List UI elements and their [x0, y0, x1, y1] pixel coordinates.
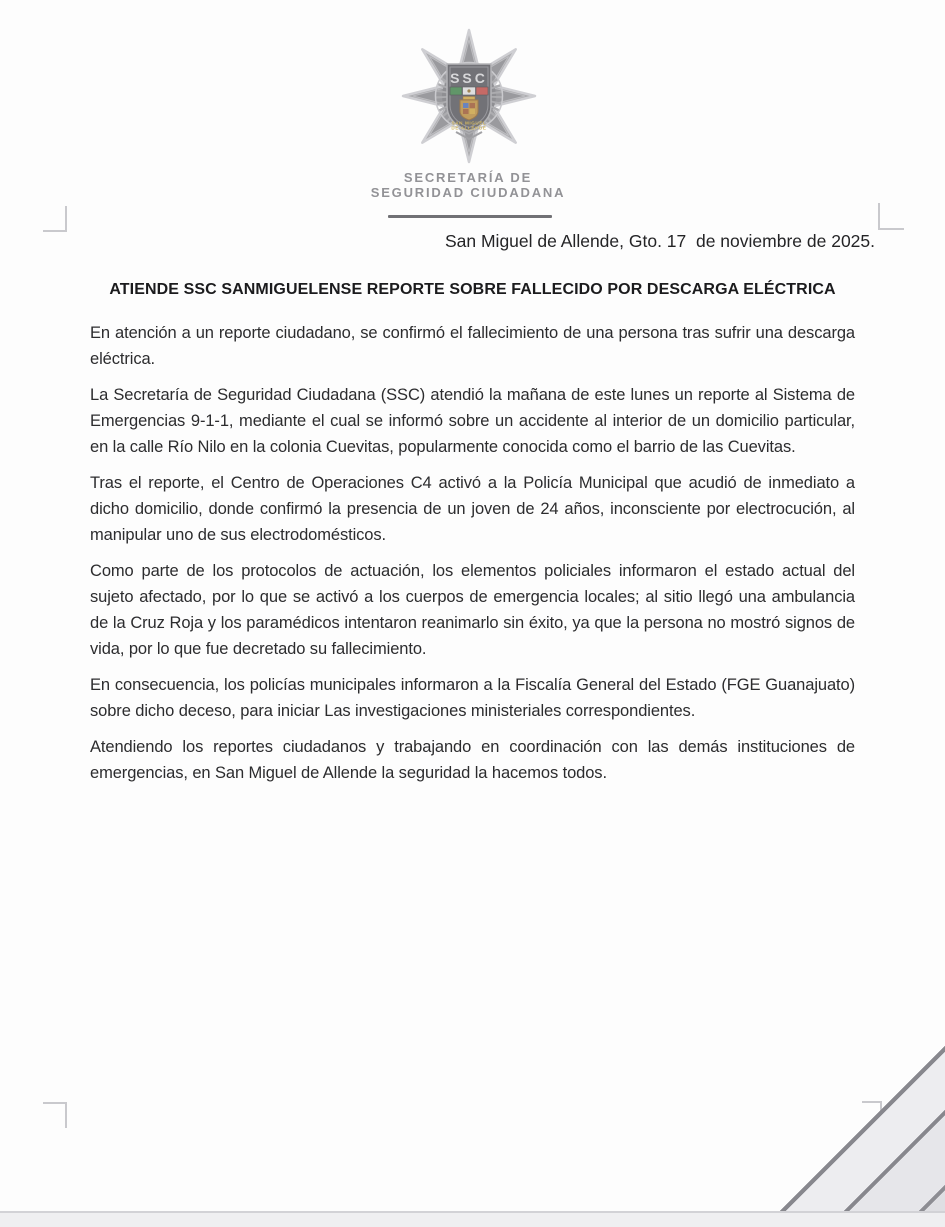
corner-mark-bottom-left [43, 1102, 67, 1128]
paragraph-1: En atención a un reporte ciudadano, se confirmó el fallecimiento de una persona tras sufrir una descarga eléctrica. [90, 324, 855, 368]
letterhead-org-name [318, 170, 618, 200]
corner-mark-top-left [43, 206, 67, 232]
paragraph-5: En consecuencia, los policías municipales informaron a la Fiscalía General del Estado (FGE Guanajuato) sobre dicho deceso, para iniciar Las investigaciones ministeriales correspondientes. [90, 676, 855, 720]
police-star-icon [394, 26, 544, 168]
ssc-badge-logo [394, 26, 544, 168]
dateline: San Miguel de Allende, Gto. 17 de noviembre de 2025. [444, 231, 875, 251]
badge-flag [450, 87, 488, 95]
paragraph-3: Tras el reporte, el Centro de Operaciones C4 activó a la Policía Municipal que acudió de inmediato a dicho domicilio, donde confirmó la presencia de un joven de 24 años, inconsciente por electrocución, al manipular uno de sus electrodomésticos. [90, 474, 855, 544]
paragraph-6: Atendiendo los reportes ciudadanos y trabajando en coordinación con las demás instituciones de emergencias, en San Miguel de Allende la seguridad la hacemos todos. [90, 738, 855, 782]
org-name-line2: SEGURIDAD CIUDADANA [370, 185, 566, 200]
badge-acronym: SSC [450, 70, 488, 86]
badge-city-line2: DE ALLENDE [451, 125, 487, 131]
headline: ATIENDE SSC SANMIGUELENSE REPORTE SOBRE FALLECIDO POR DESCARGA ELÉCTRICA [109, 281, 836, 298]
corner-mark-top-right [878, 203, 904, 230]
paragraph-4: Como parte de los protocolos de actuación, los elementos policiales informaron el estado actual del sujeto afectado, por lo que se activó a los cuerpos de emergencia locales; al sitio llegó una ambulancia de la Cruz Roja y los paramédicos intentaron reanimarlo sin éxito, ya que la persona no mostró signos de vida, por lo que fue decretado su fallecimiento. [90, 562, 855, 658]
badge-crest [460, 97, 478, 121]
badge-city-line1: SAN MIGUEL [451, 120, 487, 126]
org-name-line1: SECRETARÍA DE [403, 170, 533, 185]
press-release-body [90, 320, 855, 796]
letterhead-divider-rule [388, 215, 552, 218]
paragraph-2: La Secretaría de Seguridad Ciudadana (SSC) atendió la mañana de este lunes un reporte al Sistema de Emergencias 9-1-1, mediante el cual se informó sobre un accidente al interior de un domicilio particular, en la calle Río Nilo en la colonia Cuevitas, popularmente conocida como el barrio de las Cuevitas. [90, 386, 855, 456]
page-fold-stripes [705, 972, 945, 1212]
scan-edge-strip [0, 1211, 945, 1227]
